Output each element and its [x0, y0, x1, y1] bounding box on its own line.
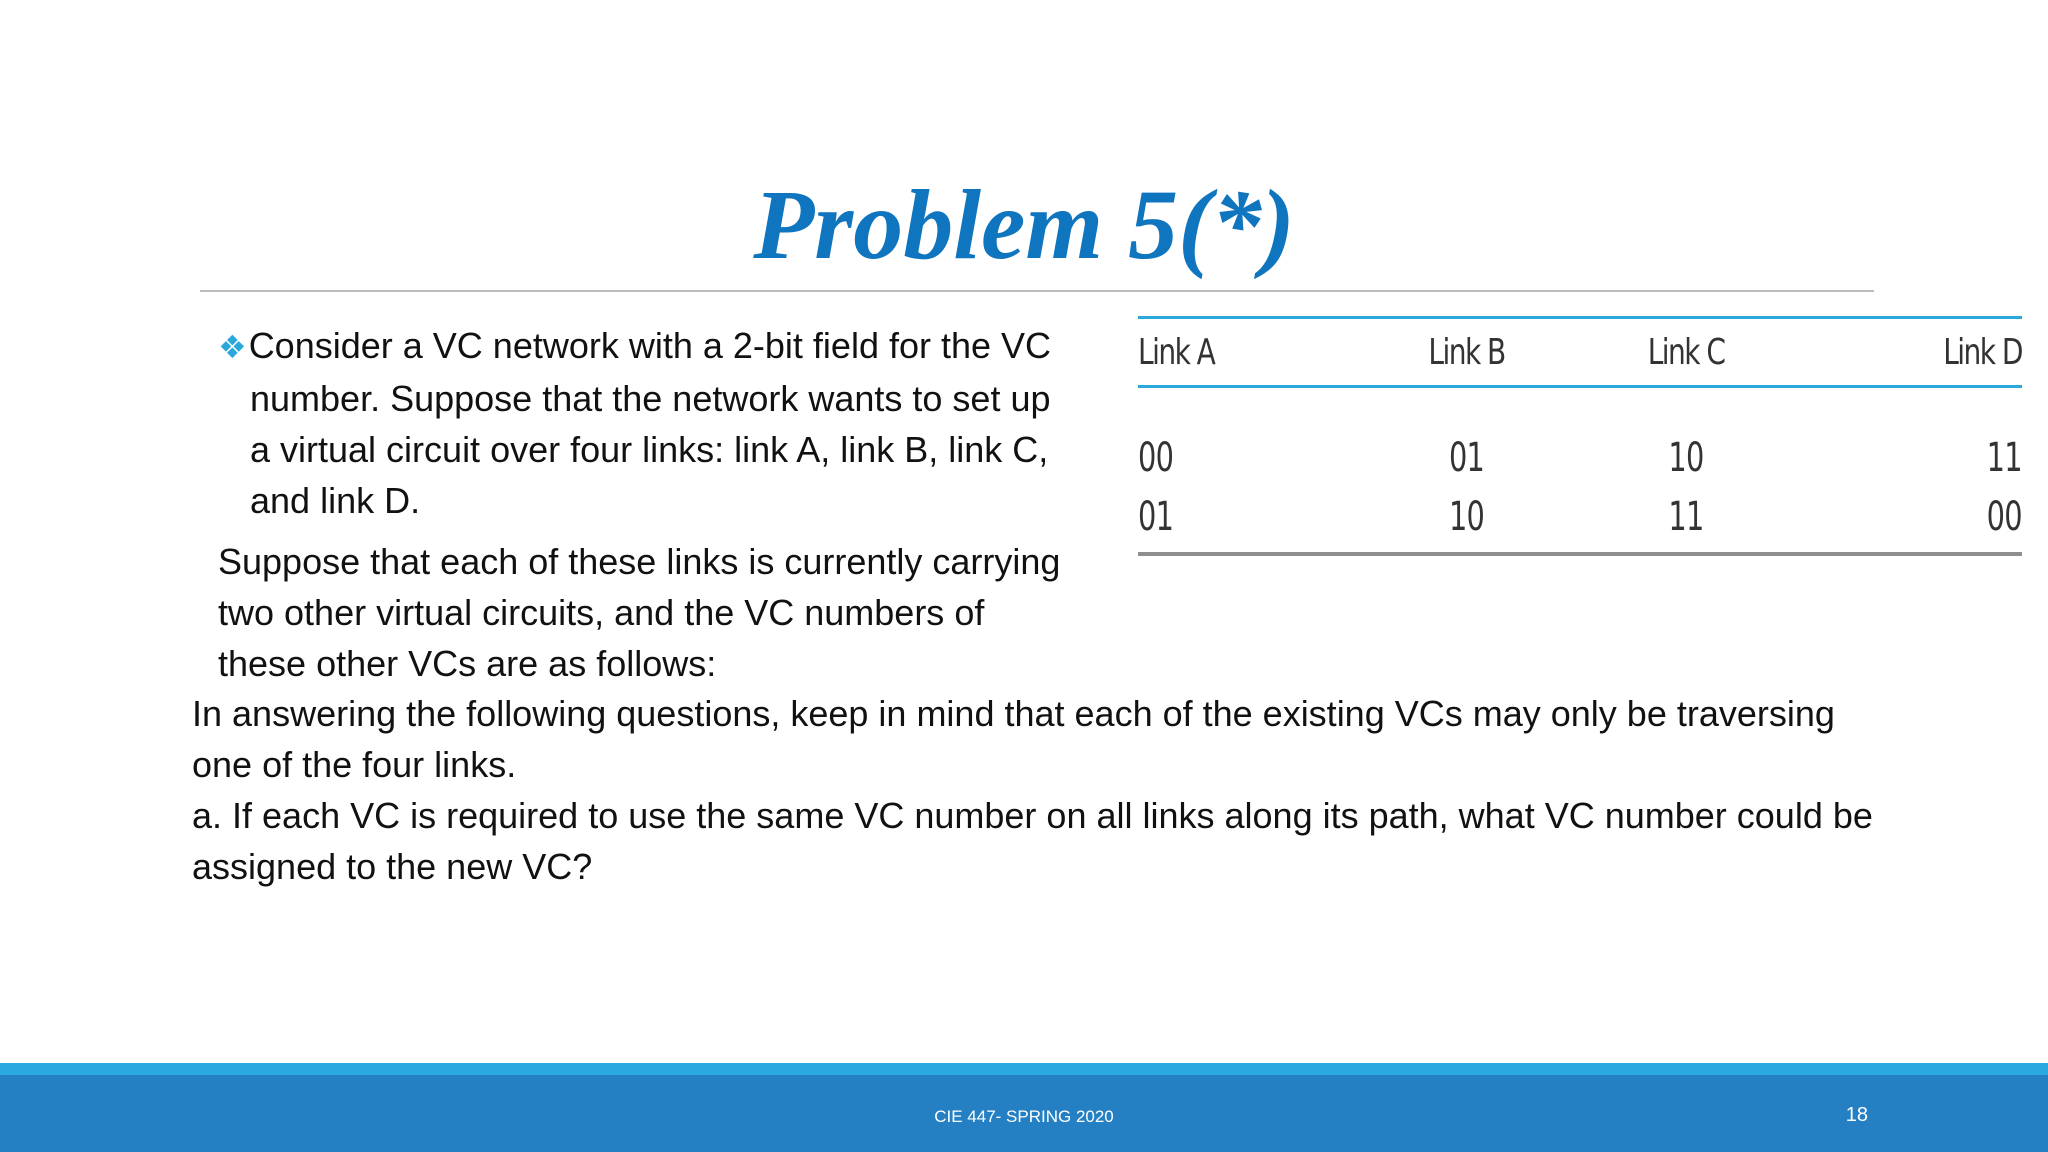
table-row: [1138, 387, 2022, 485]
table-row: [1138, 484, 2022, 554]
bullet-line-1: [218, 320, 1138, 373]
header-link-d: Link D: [1943, 331, 2022, 373]
suppose-line-1: Suppose that each of these links is currently carrying: [218, 541, 1061, 582]
table-cell: 10: [1668, 435, 1704, 481]
suppose-line-2: two other virtual circuits, and the VC numbers of: [218, 592, 985, 633]
bullet-line-2: number. Suppose that the network wants to set up: [250, 378, 1051, 419]
vc-table: [1138, 316, 2022, 556]
slide-page-number: 18: [1845, 1104, 1868, 1126]
vc-number-table: [1138, 316, 2022, 556]
slide-title: Problem 5(*): [753, 169, 1295, 280]
bullet-paragraph: [218, 320, 1138, 526]
header-link-c: Link C: [1647, 331, 1725, 373]
suppose-line-3: these other VCs are as follows:: [218, 643, 717, 684]
diamond-bullet-icon: ❖: [218, 329, 247, 365]
table-cell: 00: [1986, 494, 2022, 540]
question-line-4: assigned to the new VC?: [192, 846, 593, 887]
footer-course-label: CIE 447- SPRING 2020: [934, 1107, 1114, 1126]
footer-accent-stripe: [0, 1063, 2048, 1075]
question-paragraph: [192, 688, 2012, 892]
question-line-2: one of the four links.: [192, 744, 517, 785]
table-cell: 11: [1986, 435, 2022, 481]
table-header-row: [1138, 318, 2022, 387]
bullet-line-3: a virtual circuit over four links: link A, link B, link C,: [250, 429, 1049, 470]
table-cell: 01: [1138, 494, 1174, 540]
question-line-1: In answering the following questions, keep in mind that each of the existing VCs may only be traversing: [192, 693, 1835, 734]
table-cell: 10: [1448, 494, 1485, 540]
header-link-b: Link B: [1428, 331, 1505, 373]
suppose-paragraph: [218, 536, 1138, 689]
bullet-line-4: and link D.: [250, 480, 421, 521]
bullet-text-1: Consider a VC network with a 2-bit field for the VC: [248, 325, 1052, 366]
table-cell: 00: [1138, 435, 1174, 481]
question-line-3: a. If each VC is required to use the same VC number on all links along its path, what VC number could be: [192, 795, 1873, 836]
table-cell: 01: [1448, 435, 1485, 481]
title-divider: [200, 290, 1874, 292]
footer-band: [0, 1075, 2048, 1152]
header-link-a: Link A: [1138, 331, 1215, 373]
table-cell: 11: [1668, 494, 1704, 540]
